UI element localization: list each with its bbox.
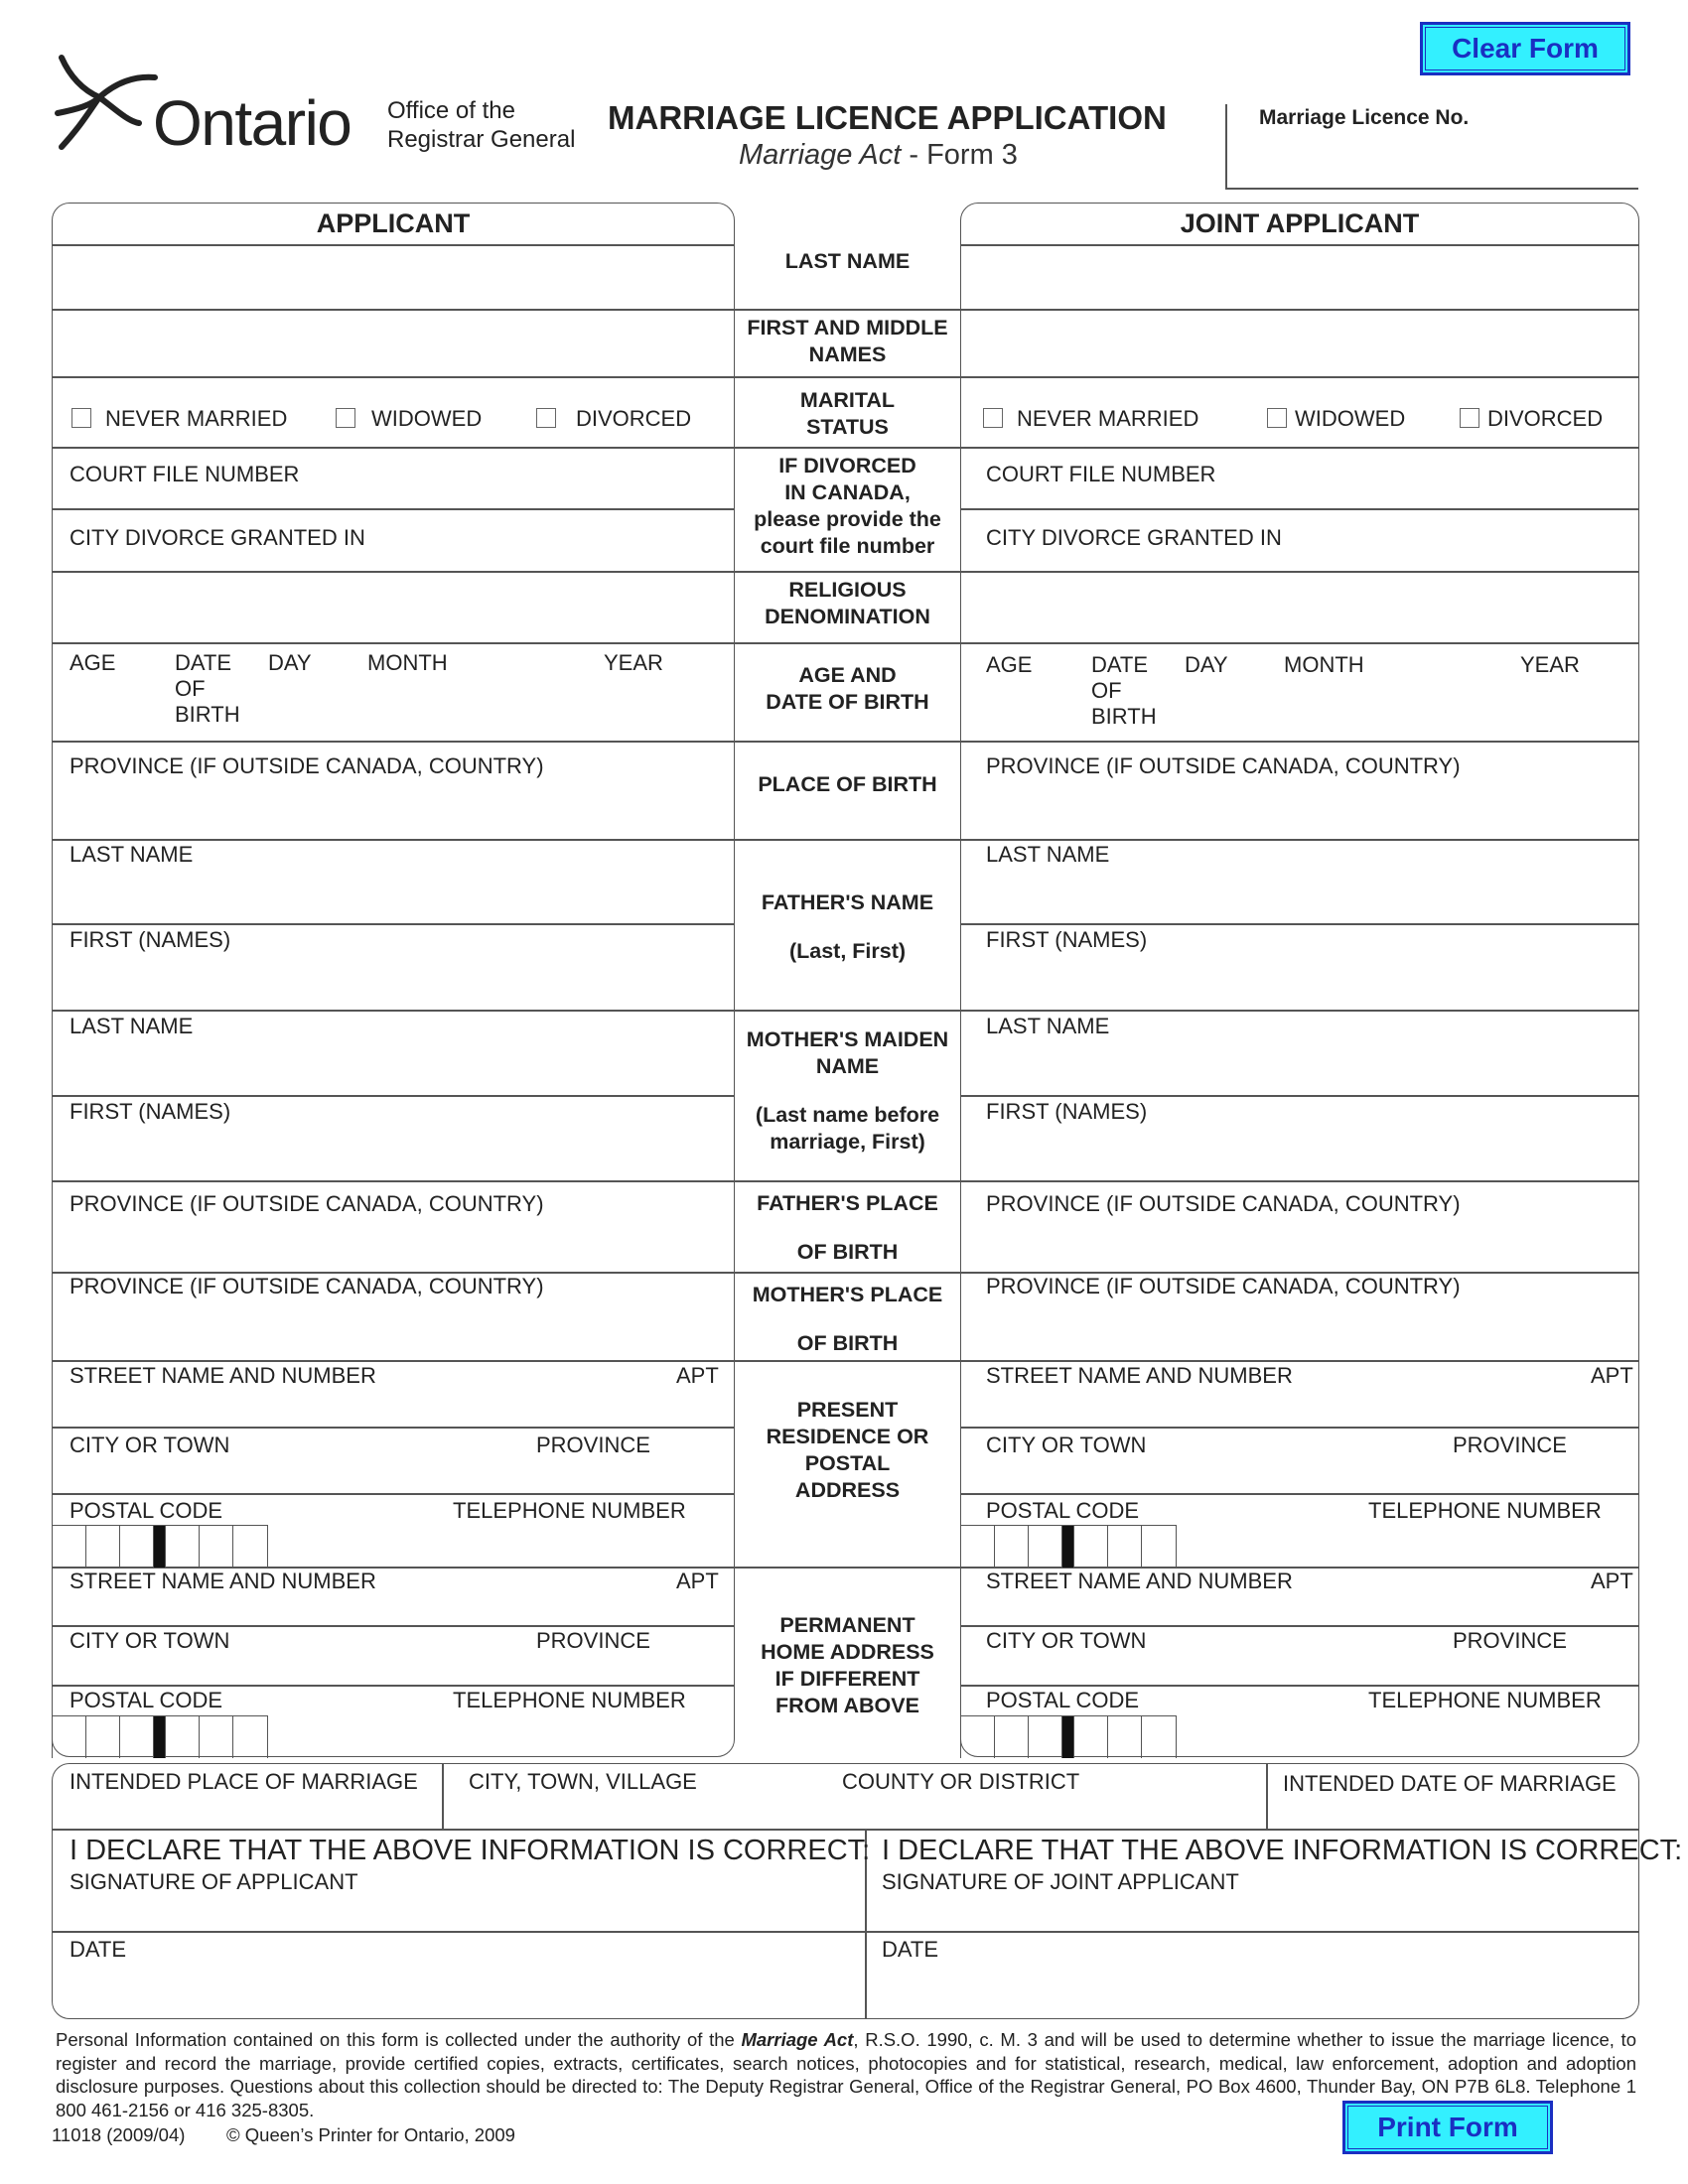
joint-perm-province-label: PROVINCE — [1453, 1628, 1567, 1653]
applicant-signature-label: SIGNATURE OF APPLICANT — [70, 1869, 358, 1894]
trillium-logo-icon — [48, 50, 159, 153]
applicant-widowed-checkbox[interactable] — [336, 408, 355, 428]
applicant-court-file-label: COURT FILE NUMBER — [70, 462, 300, 486]
applicant-never-married-checkbox[interactable] — [71, 408, 91, 428]
joint-widowed-label: WIDOWED — [1295, 406, 1406, 431]
center-age-dob: AGE AND DATE OF BIRTH — [766, 663, 929, 714]
joint-perm-apt-label: APT — [1591, 1569, 1633, 1593]
applicant-telephone-label: TELEPHONE NUMBER — [453, 1498, 686, 1523]
subtitle-form: Form 3 — [926, 139, 1018, 171]
joint-applicant-header: JOINT APPLICANT — [1180, 208, 1420, 238]
joint-province-label: PROVINCE — [1453, 1433, 1567, 1457]
center-marital-status: MARITAL STATUS — [799, 388, 896, 439]
city-town-village-label: CITY, TOWN, VILLAGE — [469, 1769, 697, 1794]
applicant-street-label: STREET NAME AND NUMBER — [70, 1363, 376, 1388]
applicant-perm-city-label: CITY OR TOWN — [70, 1628, 230, 1653]
applicant-postal-code-boxes[interactable] — [52, 1525, 268, 1568]
joint-place-of-birth-label: PROVINCE (IF OUTSIDE CANADA, COUNTRY) — [986, 753, 1461, 778]
joint-age-label: AGE — [986, 652, 1033, 677]
joint-dob-label: DATE OF BIRTH — [1091, 652, 1157, 729]
applicant-city-divorce-label: CITY DIVORCE GRANTED IN — [70, 525, 365, 550]
joint-last-name-field[interactable] — [964, 248, 1635, 306]
joint-never-married-checkbox[interactable] — [983, 408, 1003, 428]
clear-form-button[interactable]: Clear Form — [1420, 22, 1630, 75]
center-present-residence: PRESENT RESIDENCE OR POSTAL ADDRESS — [766, 1398, 929, 1502]
applicant-mother-last-label: LAST NAME — [70, 1014, 194, 1038]
applicant-date-label: DATE — [70, 1937, 127, 1962]
copyright: © Queen’s Printer for Ontario, 2009 — [226, 2124, 515, 2145]
applicant-perm-province-label: PROVINCE — [536, 1628, 650, 1653]
applicant-mother-first-label: FIRST (NAMES) — [70, 1099, 231, 1124]
joint-perm-street-label: STREET NAME AND NUMBER — [986, 1569, 1293, 1593]
applicant-perm-postal-code-boxes[interactable] — [52, 1715, 268, 1758]
office-line-1: Office of the — [387, 97, 515, 124]
joint-month-label: MONTH — [1284, 652, 1364, 677]
joint-declaration: I DECLARE THAT THE ABOVE INFORMATION IS CORRECT: — [882, 1835, 1683, 1866]
applicant-perm-street-label: STREET NAME AND NUMBER — [70, 1569, 376, 1593]
subtitle-separator: - — [901, 139, 927, 171]
center-mothers-place-of-birth: MOTHER'S PLACE OF BIRTH — [752, 1283, 943, 1355]
joint-mother-pob-label: PROVINCE (IF OUTSIDE CANADA, COUNTRY) — [986, 1274, 1461, 1298]
applicant-signature-field[interactable] — [56, 1896, 860, 1928]
joint-father-pob-label: PROVINCE (IF OUTSIDE CANADA, COUNTRY) — [986, 1191, 1461, 1216]
form-subtitle — [739, 139, 1018, 172]
applicant-dob-label: DATE OF BIRTH — [175, 650, 240, 727]
applicant-father-first-label: FIRST (NAMES) — [70, 927, 231, 952]
applicant-month-label: MONTH — [367, 650, 448, 675]
joint-widowed-checkbox[interactable] — [1267, 408, 1287, 428]
office-line-2: Registrar General — [387, 126, 576, 153]
joint-street-label: STREET NAME AND NUMBER — [986, 1363, 1293, 1388]
joint-city-divorce-label: CITY DIVORCE GRANTED IN — [986, 525, 1282, 550]
applicant-postal-label: POSTAL CODE — [70, 1498, 223, 1523]
joint-father-last-label: LAST NAME — [986, 842, 1110, 867]
center-fathers-place-of-birth: FATHER'S PLACE OF BIRTH — [757, 1191, 938, 1264]
center-permanent-address: PERMANENT HOME ADDRESS IF DIFFERENT FROM ABOVE — [761, 1613, 934, 1717]
joint-religious-field[interactable] — [964, 575, 1635, 638]
form-number: 11018 (2009/04) — [52, 2124, 186, 2145]
center-fathers-name: FATHER'S NAME (Last, First) — [761, 890, 934, 963]
joint-perm-postal-label: POSTAL CODE — [986, 1688, 1140, 1712]
licence-box-left — [1225, 104, 1227, 189]
applicant-day-label: DAY — [268, 650, 312, 675]
joint-year-label: YEAR — [1520, 652, 1580, 677]
joint-divorced-label: DIVORCED — [1487, 406, 1604, 431]
joint-father-first-label: FIRST (NAMES) — [986, 927, 1148, 952]
applicant-religious-field[interactable] — [56, 575, 731, 638]
applicant-year-label: YEAR — [604, 650, 663, 675]
joint-day-label: DAY — [1185, 652, 1228, 677]
applicant-last-name-field[interactable] — [56, 248, 731, 306]
joint-perm-city-label: CITY OR TOWN — [986, 1628, 1147, 1653]
center-last-name: LAST NAME — [784, 249, 911, 273]
applicant-father-last-label: LAST NAME — [70, 842, 194, 867]
applicant-perm-apt-label: APT — [676, 1569, 719, 1593]
licence-no-label: Marriage Licence No. — [1259, 106, 1470, 129]
applicant-mother-pob-label: PROVINCE (IF OUTSIDE CANADA, COUNTRY) — [70, 1274, 544, 1298]
applicant-city-label: CITY OR TOWN — [70, 1433, 230, 1457]
applicant-perm-telephone-label: TELEPHONE NUMBER — [453, 1688, 686, 1712]
intended-place-label: INTENDED PLACE OF MARRIAGE — [70, 1769, 418, 1794]
center-place-of-birth: PLACE OF BIRTH — [758, 772, 937, 796]
joint-perm-postal-code-boxes[interactable] — [960, 1715, 1177, 1758]
joint-never-married-label: NEVER MARRIED — [1017, 406, 1199, 431]
applicant-province-label: PROVINCE — [536, 1433, 650, 1457]
joint-telephone-label: TELEPHONE NUMBER — [1368, 1498, 1602, 1523]
applicant-widowed-label: WIDOWED — [371, 406, 483, 431]
joint-first-middle-field[interactable] — [964, 313, 1635, 372]
joint-date-label: DATE — [882, 1937, 939, 1962]
applicant-age-label: AGE — [70, 650, 116, 675]
joint-apt-label: APT — [1591, 1363, 1633, 1388]
joint-court-file-label: COURT FILE NUMBER — [986, 462, 1216, 486]
center-religious: RELIGIOUS DENOMINATION — [765, 578, 930, 628]
joint-mother-last-label: LAST NAME — [986, 1014, 1110, 1038]
licence-box-bottom — [1225, 188, 1638, 190]
center-mothers-maiden-name: MOTHER'S MAIDEN NAME (Last name before marriage, First) — [746, 1027, 949, 1154]
joint-perm-telephone-label: TELEPHONE NUMBER — [1368, 1688, 1602, 1712]
joint-postal-label: POSTAL CODE — [986, 1498, 1140, 1523]
applicant-never-married-label: NEVER MARRIED — [105, 406, 288, 431]
subtitle-act: Marriage Act — [739, 139, 902, 171]
print-form-button[interactable]: Print Form — [1342, 2101, 1553, 2154]
ontario-wordmark: Ontario — [153, 87, 352, 159]
joint-signature-label: SIGNATURE OF JOINT APPLICANT — [882, 1869, 1239, 1894]
applicant-first-middle-field[interactable] — [56, 313, 731, 372]
applicant-apt-label: APT — [676, 1363, 719, 1388]
applicant-perm-postal-label: POSTAL CODE — [70, 1688, 223, 1712]
form-title: MARRIAGE LICENCE APPLICATION — [608, 99, 1167, 136]
joint-mother-first-label: FIRST (NAMES) — [986, 1099, 1148, 1124]
applicant-divorced-checkbox[interactable] — [536, 408, 556, 428]
intended-date-label: INTENDED DATE OF MARRIAGE — [1283, 1771, 1617, 1796]
applicant-declaration: I DECLARE THAT THE ABOVE INFORMATION IS CORRECT: — [70, 1835, 871, 1866]
joint-divorced-checkbox[interactable] — [1460, 408, 1479, 428]
joint-postal-code-boxes[interactable] — [960, 1525, 1177, 1568]
applicant-header: APPLICANT — [316, 208, 471, 238]
center-first-middle: FIRST AND MIDDLE NAMES — [747, 316, 948, 366]
applicant-divorced-label: DIVORCED — [576, 406, 692, 431]
county-district-label: COUNTY OR DISTRICT — [842, 1769, 1080, 1794]
center-if-divorced: IF DIVORCED IN CANADA, please provide the court file number — [754, 454, 941, 558]
applicant-father-pob-label: PROVINCE (IF OUTSIDE CANADA, COUNTRY) — [70, 1191, 544, 1216]
joint-city-label: CITY OR TOWN — [986, 1433, 1147, 1457]
joint-signature-field[interactable] — [870, 1896, 1634, 1928]
applicant-place-of-birth-label: PROVINCE (IF OUTSIDE CANADA, COUNTRY) — [70, 753, 544, 778]
privacy-notice: Personal Information contained on this form is collected under the authority of the Marriage Act, R.S.O. 1990, c. M. 3 and will be used to determine whether to issue the marriage licence, to register and record the marriage, provide certified copies, extracts, certificates, search notices, photocopies and for statistical, research, medical, law enforcement, adoption and adoption disclosure purposes. Questions about this collection should be directed to: The Deputy Registrar General, Office of the Registrar General, PO Box 4600, Thunder Bay, ON P7B 6L8. Telephone 1 800 461-2156 or 416 325-8305. — [56, 2029, 1636, 2120]
